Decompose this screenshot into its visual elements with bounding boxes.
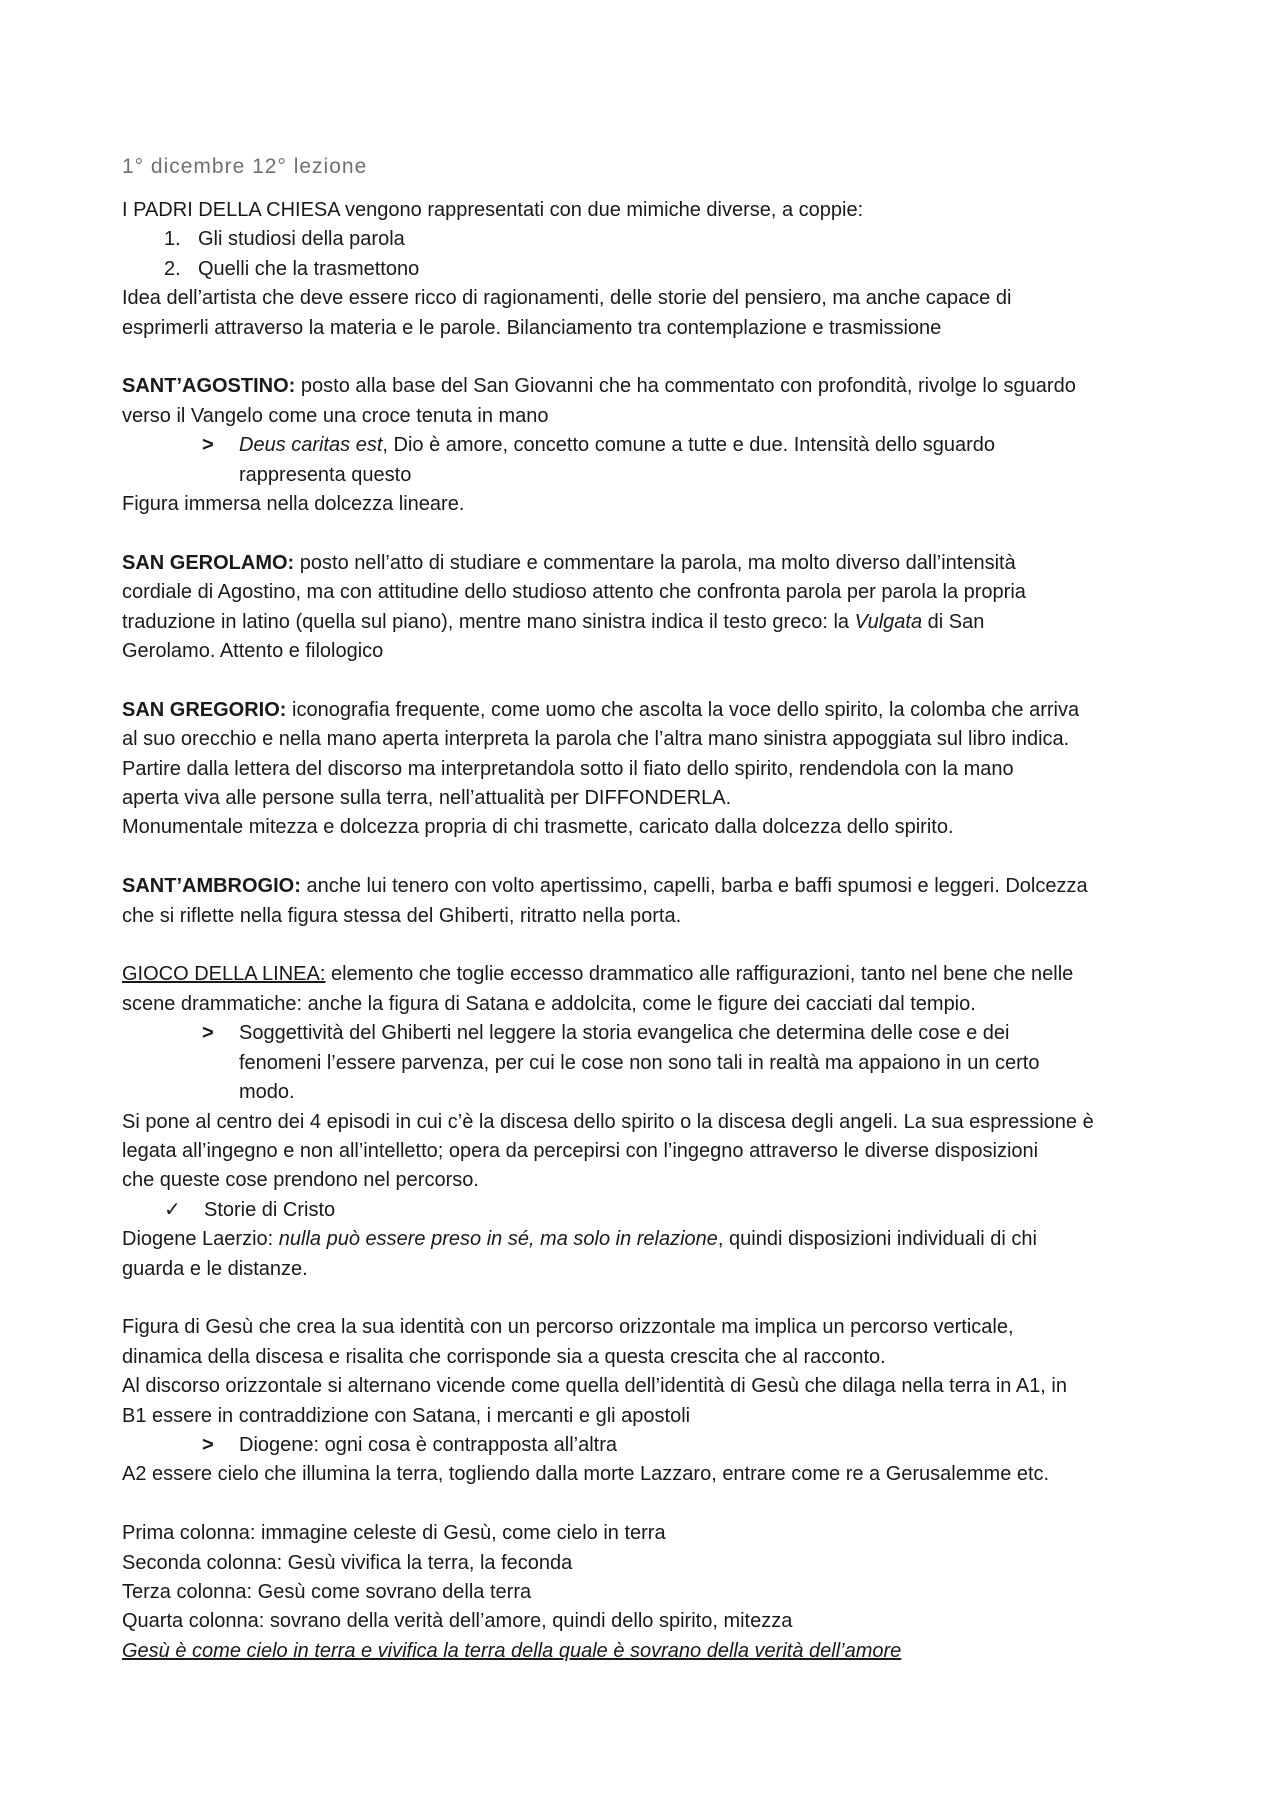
bullet-item: > Deus caritas est, Dio è amore, concetto comune a tutte e due. Intensità dello sguardo (122, 431, 1162, 460)
text-line: A2 essere cielo che illumina la terra, togliendo dalla morte Lazzaro, entrare come re a Gerusalemme etc. (122, 1463, 1050, 1486)
text-line: verso il Vangelo come una croce tenuta in mano (122, 404, 549, 427)
text-line: che si riflette nella figura stessa del Ghiberti, ritratto nella porta. (122, 904, 682, 927)
list-item: 2. Quelli che la trasmettono (122, 255, 1162, 284)
section-label: SAN GEROLAMO: (122, 551, 295, 574)
text-line: che queste cose prendono nel percorso. (122, 1169, 479, 1192)
section-label: SANT’AMBROGIO: (122, 875, 301, 898)
section-label: SANT’AGOSTINO: (122, 375, 296, 398)
document-body (122, 152, 1162, 1666)
section-label: SAN GREGORIO: (122, 698, 287, 721)
text-line: SAN GEROLAMO: posto nell’atto di studiare e commentare la parola, ma molto diverso dall’intensità (122, 551, 1016, 574)
text-line: cordiale di Agostino, ma con attitudine dello studioso attento che confronta parola per parola la propria (122, 581, 1026, 604)
text-line: scene drammatiche: anche la figura di Satana e addolcita, come le figure dei cacciati dal tempio. (122, 992, 976, 1015)
intro-line: I PADRI DELLA CHIESA vengono rappresentati con due mimiche diverse, a coppie: (122, 199, 864, 221)
text-line: Idea dell’artista che deve essere ricco di ragionamenti, delle storie del pensiero, ma anche capace di (122, 287, 1012, 310)
bullet-continuation: modo. (239, 1081, 295, 1104)
text-line: Prima colonna: immagine celeste di Gesù, come cielo in terra (122, 1522, 666, 1545)
arrow-bullet-icon: > (202, 1022, 214, 1045)
text-line: legata all’ingegno e non all’intelletto; opera da percepirsi con l’ingegno attraverso le diverse disposizioni (122, 1139, 1039, 1162)
text-line: traduzione in latino (quella sul piano), mentre mano sinistra indica il testo greco: la Vulgata di San (122, 610, 985, 633)
text-line: Figura immersa nella dolcezza lineare. (122, 493, 465, 516)
text-line: GIOCO DELLA LINEA: elemento che toglie eccesso drammatico alle raffigurazioni, tanto nel bene che nelle (122, 963, 1074, 986)
section-label: GIOCO DELLA LINEA: (122, 963, 326, 986)
text-line: guarda e le distanze. (122, 1257, 308, 1280)
text-line: SANT’AMBROGIO: anche lui tenero con volto apertissimo, capelli, barba e baffi spumosi e leggeri. Dolcezza (122, 875, 1088, 898)
text-line: Al discorso orizzontale si alternano vicende come quella dell’identità di Gesù che dilaga nella terra in A1, in (122, 1375, 1067, 1398)
summary-line: Gesù è come cielo in terra e vivifica la terra della quale è sovrano della verità dell’amore (122, 1639, 902, 1662)
text-line: esprimerli attraverso la materia e le parole. Bilanciamento tra contemplazione e trasmissione (122, 316, 942, 339)
list-marker: 2. (164, 257, 181, 280)
text-line: aperta viva alle persone sulla terra, nell’attualità per DIFFONDERLA. (122, 787, 732, 810)
arrow-bullet-icon: > (202, 434, 214, 457)
check-item: ✓ Storie di Cristo (122, 1196, 1162, 1225)
arrow-bullet-icon: > (202, 1433, 214, 1456)
text-line: Si pone al centro dei 4 episodi in cui c’è la discesa dello spirito o la discesa degli angeli. La sua espressione è (122, 1110, 1094, 1133)
section-label: I PADRI DELLA CHIESA (122, 199, 340, 221)
bullet-item: > Soggettività del Ghiberti nel leggere la storia evangelica che determina delle cose e dei (122, 1019, 1162, 1048)
page-title: 1° dicembre 12° lezione (122, 155, 368, 178)
list-item: 1. Gli studiosi della parola (122, 225, 1162, 254)
text-line: Terza colonna: Gesù come sovrano della terra (122, 1580, 532, 1603)
text-line: Seconda colonna: Gesù vivifica la terra, la feconda (122, 1551, 573, 1574)
text-line: SAN GREGORIO: iconografia frequente, come uomo che ascolta la voce dello spirito, la colomba che arriva (122, 698, 1080, 721)
text-line: Quarta colonna: sovrano della verità dell’amore, quindi dello spirito, mitezza (122, 1610, 793, 1633)
text-line: SANT’AGOSTINO: posto alla base del San Giovanni che ha commentato con profondità, rivolge lo sguardo (122, 375, 1076, 398)
text-line: al suo orecchio e nella mano aperta interpreta la parola che l’altra mano sinistra appoggiata sul libro indica. (122, 728, 1070, 751)
text-line: Figura di Gesù che crea la sua identità con un percorso orizzontale ma implica un percorso verticale, (122, 1316, 1014, 1339)
bullet-continuation: rappresenta questo (239, 463, 412, 486)
text-line: dinamica della discesa e risalita che corrisponde sia a questa crescita che al racconto. (122, 1345, 886, 1368)
bullet-item: > Diogene: ogni cosa è contrapposta all’altra (122, 1431, 1162, 1460)
bullet-continuation: fenomeni l’essere parvenza, per cui le cose non sono tali in realtà ma appaiono in un certo (239, 1051, 1040, 1074)
text-line: B1 essere in contraddizione con Satana, i mercanti e gli apostoli (122, 1404, 691, 1427)
text-line: Monumentale mitezza e dolcezza propria di chi trasmette, caricato dalla dolcezza dello spirito. (122, 816, 954, 839)
text-line: Diogene Laerzio: nulla può essere preso in sé, ma solo in relazione, quindi disposizioni individuali di chi (122, 1228, 1037, 1251)
checkmark-icon: ✓ (164, 1198, 181, 1221)
text-line: Partire dalla lettera del discorso ma interpretandola sotto il fiato dello spirito, rendendola con la mano (122, 757, 1014, 780)
text-line: Gerolamo. Attento e filologico (122, 640, 384, 663)
list-marker: 1. (164, 228, 181, 251)
